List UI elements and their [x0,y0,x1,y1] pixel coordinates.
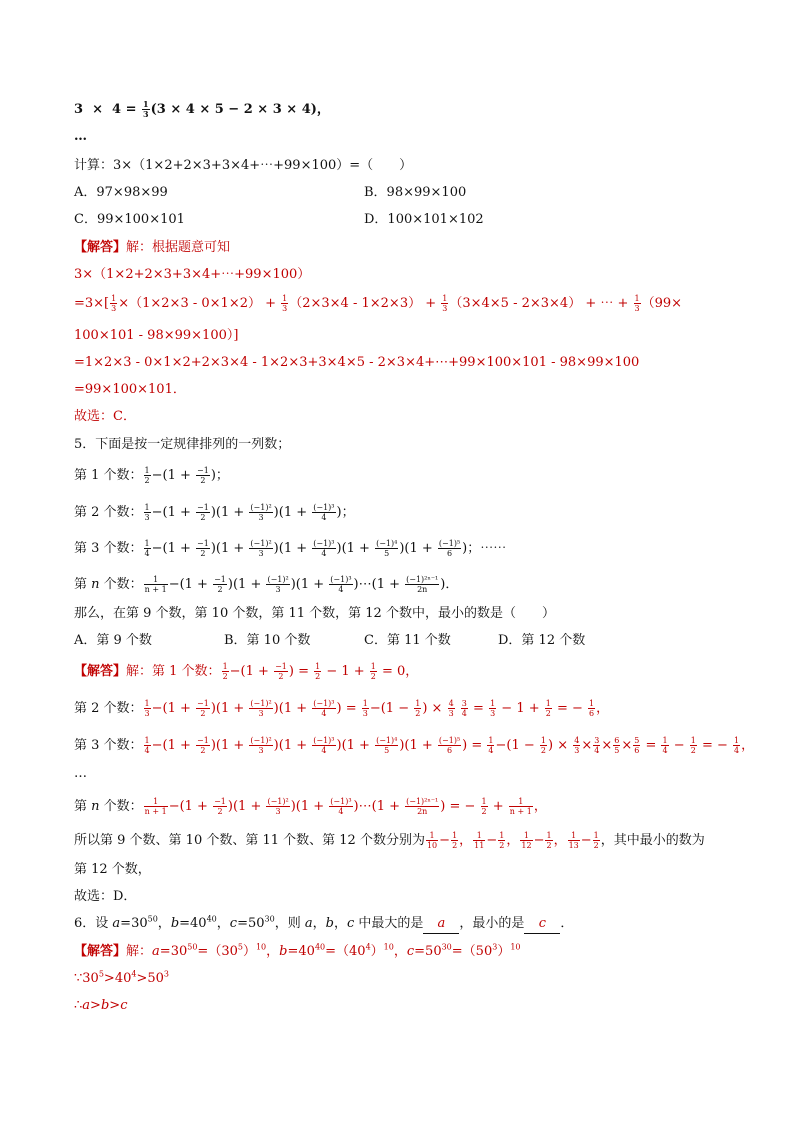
q5-option-d: D．第 12 个数 [498,633,586,648]
q5-answer-summary-2: 第 12 个数， [74,862,151,877]
q5-option-a: A．第 9 个数 [74,633,152,648]
line-ellipsis: … [74,129,87,144]
answer-blank-max: a [423,915,459,934]
question-4-stem: 计算：3×（1×2+2×3+3×4+⋯+99×100）=（ ） [74,158,413,173]
answer-label: 【解答】 [74,664,127,679]
answer-label: 【解答】 [74,240,127,255]
q4-option-b: B．98×99×100 [364,185,467,200]
q5-answer-3: 第 3 个数： $\frac{1}{4}$ −(1 + $\frac{-1}{2}$ )(1 + $\frac{\text{(−1)²}}{3}$ )(1 + $\frac{\text{(−1)³}}{4}$ )(1 + $\frac{\text{(−1)⁴}}{5}$ )(1 + $\frac{\text{(−1)⁵}}{6}$ ) = $\frac{1}{4}$ −(1 − $\frac{1}{2}$ ) × $\frac{4}{3}$ × $\frac{3}{4}$ × $\frac{6}{5}$ × $\frac{5}{6}$ = $\frac{1}{4}$ − $\frac{1}{2}$ = − $\frac{1}{4}$ ， [74,736,755,755]
q5-number-n: 第 n 个数： $\frac{1}{n + 1}$ −(1 + $\frac{-1}{2}$ )(1 + $\frac{\text{(−1)²}}{3}$ )(1 + $\frac{\text{(−1)³}}{4}$ )⋯(1 + $\frac{\text{(−1)²ⁿ⁻¹}}{2n}$ )． [74,575,459,594]
answer-blank-min: c [524,915,560,934]
q4-answer-line-2: =3×[ $\frac{1}{3}$ ×（1×2×3 - 0×1×2） + $\frac{1}{3}$ （2×3×4 - 1×2×3） + $\frac{1}{3}$ （3×4×5 - 2×3×4） + ⋯ + $\frac{1}{3}$ （99× [74,294,683,313]
q5-question: 那么，在第 9 个数，第 10 个数，第 11 个数，第 12 个数中，最小的数是（ ） [74,606,555,621]
q5-answer-1: 【解答】解：第 1 个数： $\frac{1}{2}$ −(1 + $\frac{-1}{2}$ ) = $\frac{1}{2}$ − 1 + $\frac{1}{2}$ = 0， [74,662,419,681]
q5-number-3: 第 3 个数： $\frac{1}{4}$ −(1 + $\frac{-1}{2}$ )(1 + $\frac{\text{(−1)²}}{3}$ )(1 + $\frac{\text{(−1)³}}{4}$ )(1 + $\frac{\text{(−1)⁴}}{5}$ )(1 + $\frac{\text{(−1)⁵}}{6}$ )；⋯⋯ [74,539,507,558]
q4-answer-line-4: =1×2×3 - 0×1×2+2×3×4 - 1×2×3+3×4×5 - 2×3×4+⋯+99×100×101 - 98×99×100 [74,355,640,370]
q4-answer-select: 故选：C． [74,409,136,424]
q4-option-c: C．99×100×101 [74,212,185,227]
question-6-stem: 6．设 $a=30^{50}$，$b=40^{40}$，$c=50^{30}$，则 a，b，c 中最大的是 a ，最小的是 c ． [74,915,573,934]
q5-answer-n: 第 n 个数： $\frac{1}{n + 1}$ −(1 + $\frac{-1}{2}$ )(1 + $\frac{\text{(−1)²}}{3}$ )(1 + $\frac{\text{(−1)³}}{4}$ )⋯(1 + $\frac{\text{(−1)²ⁿ⁻¹}}{2n}$ ) = − $\frac{1}{2}$ + $\frac{1}{n + 1}$ ， [74,797,547,816]
q5-number-1: 第 1 个数： $\frac{1}{2}$ −(1 + $\frac{-1}{2}$ )； [74,466,229,485]
answer-label: 【解答】 [74,944,127,959]
q5-answer-select: 故选：D． [74,889,137,904]
q4-option-d: D．100×101×102 [364,212,484,227]
q4-answer-line-5: =99×100×101． [74,382,186,397]
q4-answer-header [74,239,230,257]
q6-answer-2: $\because 30^5>40^4>50^3$ [74,969,169,986]
q6-answer-3: ∴a>b>c [74,998,128,1013]
q4-answer-line-3: 100×101 - 98×99×100）] [74,328,239,343]
q4-answer-line-1: 3×（1×2+2×3+3×4+⋯+99×100） [74,267,311,282]
q5-number-2: 第 2 个数： $\frac{1}{3}$ −(1 + $\frac{-1}{2}$ )(1 + $\frac{\text{(−1)²}}{3}$ )(1 + $\frac{\text{(−1)³}}{4}$ )； [74,503,355,522]
line-formula-3x4: 3 × 4 = $\frac{1}{3}$ (3 × 4 × 5 − 2 × 3 × 4)， [74,99,330,119]
q5-answer-2: 第 2 个数： $\frac{1}{3}$ −(1 + $\frac{-1}{2}$ )(1 + $\frac{\text{(−1)²}}{3}$ )(1 + $\frac{\text{(−1)³}}{4}$ ) = $\frac{1}{3}$ −(1 − $\frac{1}{2}$ ) × $\frac{4}{3}$ $\frac{3}{4}$ = $\frac{1}{3}$ − 1 + $\frac{1}{2}$ = − $\frac{1}{6}$ ， [74,699,610,718]
q4-option-a: A．97×98×99 [74,185,168,200]
question-5-stem: 5．下面是按一定规律排列的一列数； [74,437,291,452]
q5-option-c: C．第 11 个数 [364,633,451,648]
q5-answer-summary: 所以第 9 个数、第 10 个数、第 11 个数、第 12 个数分别为 $\frac{1}{10}$ − $\frac{1}{2}$ ， $\frac{1}{11}$ − $\frac{1}{2}$ ， $\frac{1}{12}$ − $\frac{1}{2}$ ， $\frac{1}{13}$ − $\frac{1}{2}$ ，其中最小的数为 [74,831,705,850]
q5-answer-dots: … [74,766,87,781]
q6-answer-1: 【解答】解：$a=30^{50}=(30^5)^{10}$，$b=40^{40}=(40^4)^{10}$，$c=50^{30}=(50^3)^{10}$ [74,942,521,959]
answer-intro: 解：根据题意可知 [126,240,231,255]
q5-option-b: B．第 10 个数 [224,633,311,648]
